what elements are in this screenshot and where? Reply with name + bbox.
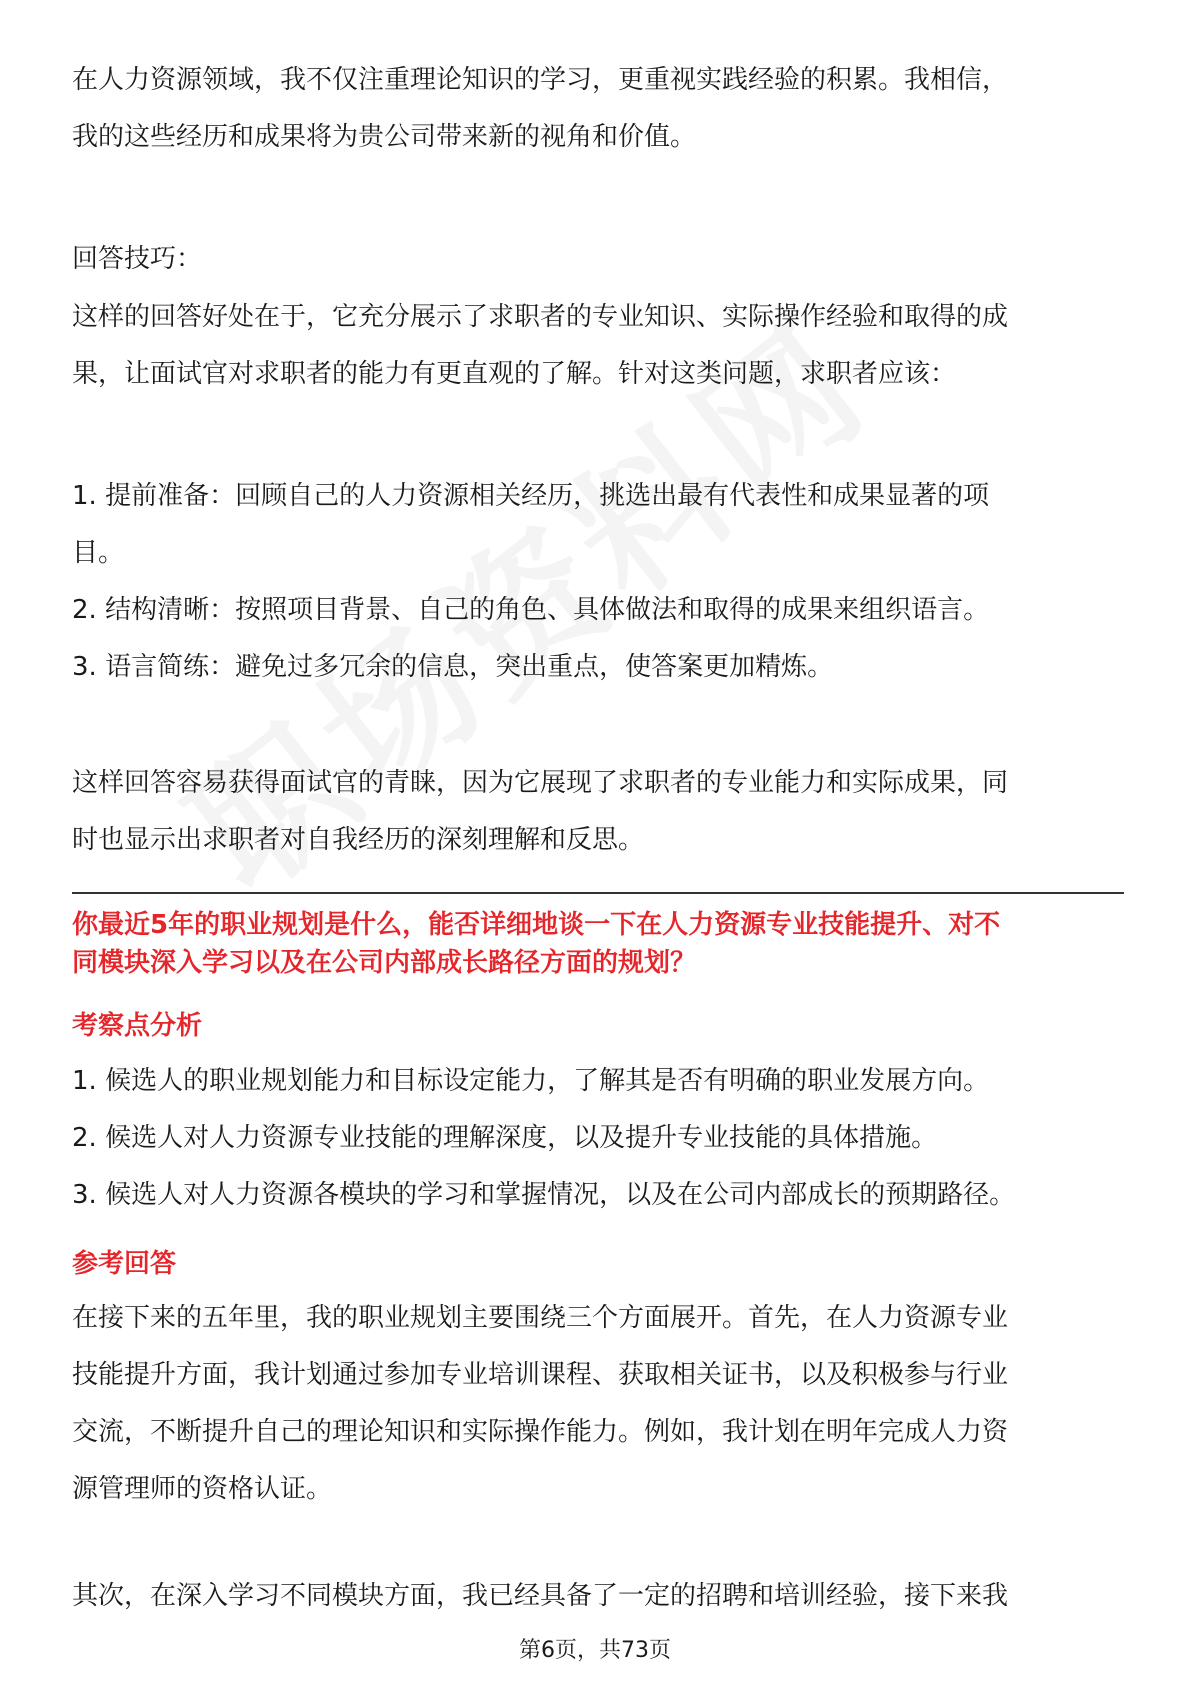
text-line: 源管理师的资格认证。: [72, 1474, 333, 1504]
question-line: 你最近5年的职业规划是什么，能否详细地谈一下在人力资源专业技能提升、对不: [72, 910, 1001, 940]
text-line: 在接下来的五年里，我的职业规划主要围绕三个方面展开。首先，在人力资源专业: [72, 1303, 1009, 1333]
text-line: 这样回答容易获得面试官的青睐，因为它展现了求职者的专业能力和实际成果，同: [72, 768, 1009, 798]
text-line: 技能提升方面，我计划通过参加专业培训课程、获取相关证书，以及积极参与行业: [72, 1360, 1009, 1390]
analysis-list: [72, 1053, 1122, 1224]
page-number: 第6页，共73页: [519, 1638, 671, 1663]
question-line: 同模块深入学习以及在公司内部成长路径方面的规划？: [72, 948, 697, 978]
text-line: 时也显示出求职者对自我经历的深刻理解和反思。: [72, 825, 645, 855]
text-line: 在人力资源领域，我不仅注重理论知识的学习，更重视实践经验的积累。我相信，: [72, 65, 1009, 95]
interview-question: [72, 906, 1122, 982]
text-line: 我的这些经历和成果将为贵公司带来新的视角和价值。: [72, 122, 697, 152]
list-item: 2. 结构清晰：按照项目背景、自己的角色、具体做法和取得的成果来组织语言。: [72, 595, 990, 625]
list-item: 目。: [72, 538, 125, 568]
answer-next-paragraph: [72, 1568, 1122, 1625]
text-line: 这样的回答好处在于，它充分展示了求职者的专业知识、实际操作经验和取得的成: [72, 302, 1009, 332]
tips-label: 回答技巧：: [72, 244, 203, 274]
list-item: 3. 候选人对人力资源各模块的学习和掌握情况，以及在公司内部成长的预期路径。: [72, 1180, 1016, 1210]
answer-heading: 参考回答: [72, 1249, 177, 1279]
list-item: 1. 提前准备：回顾自己的人力资源相关经历，挑选出最有代表性和成果显著的项: [72, 481, 990, 511]
intro-paragraph: [72, 52, 1122, 166]
tips-list: [72, 468, 1122, 696]
answer-paragraph: [72, 1290, 1122, 1518]
list-item: 2. 候选人对人力资源专业技能的理解深度，以及提升专业技能的具体措施。: [72, 1123, 938, 1153]
list-item: 3. 语言简练：避免过多冗余的信息，突出重点，使答案更加精炼。: [72, 652, 834, 682]
list-item: 1. 候选人的职业规划能力和目标设定能力，了解其是否有明确的职业发展方向。: [72, 1066, 990, 1096]
analysis-heading: 考察点分析: [72, 1011, 203, 1041]
section-divider: [72, 892, 1124, 894]
text-line: 交流，不断提升自己的理论知识和实际操作能力。例如，我计划在明年完成人力资: [72, 1417, 1009, 1447]
text-line: 其次，在深入学习不同模块方面，我已经具备了一定的招聘和培训经验，接下来我: [72, 1581, 1009, 1611]
tips-paragraph: [72, 289, 1122, 403]
closing-paragraph: [72, 755, 1122, 869]
text-line: 果，让面试官对求职者的能力有更直观的了解。针对这类问题，求职者应该：: [72, 359, 957, 389]
